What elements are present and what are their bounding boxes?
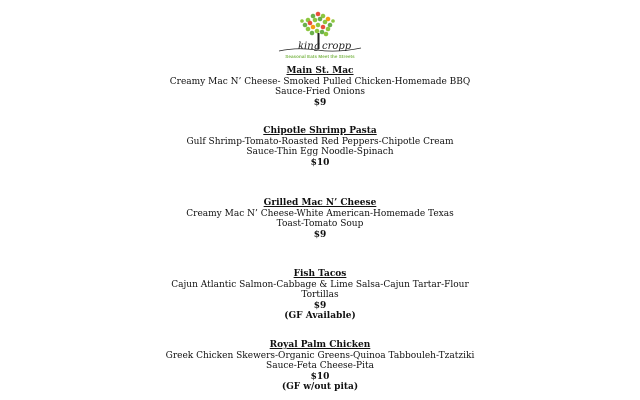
menu-item-price: $9	[313, 97, 327, 108]
menu-item-grilled-mac-n-cheese	[150, 198, 490, 240]
menu-item-royal-palm-chicken	[150, 340, 490, 393]
menu-item-price: $10	[310, 157, 330, 168]
logo-wordmark-right: cropp	[322, 41, 352, 52]
menu-item-description-line: Creamy Mac N’ Cheese- Smoked Pulled Chicken-Homemade BBQ	[169, 76, 471, 87]
menu-item-price: $9	[313, 229, 327, 240]
menu-item-description-line: Cajun Atlantic Salmon-Cabbage & Lime Salsa-Cajun Tartar-Flour	[171, 279, 469, 290]
tree-canopy	[300, 12, 335, 37]
menu-item-title: Main St. Mac	[286, 66, 354, 76]
menu-item-description-line: Sauce-Feta Cheese-Pita	[266, 361, 374, 371]
menu-item-chipotle-shrimp-pasta	[150, 126, 490, 168]
menu-item-note: (GF Available)	[284, 311, 356, 321]
menu-item-description-line: Tortillas	[301, 290, 339, 300]
tagline: Seasonal Eats Meet the Streets	[285, 54, 355, 59]
menu-item-title: Royal Palm Chicken	[269, 340, 371, 350]
menu-item-price: $10	[310, 371, 330, 382]
menu-item-title: Chipotle Shrimp Pasta	[263, 126, 377, 136]
menu-item-description-line: Greek Chicken Skewers-Organic Greens-Quinoa Tabbouleh-Tzatziki	[165, 350, 475, 361]
menu-item-description-line: Toast-Tomato Soup	[276, 219, 364, 229]
menu-item-note: (GF w/out pita)	[281, 382, 359, 392]
menu-item-title: Grilled Mac N’ Cheese	[263, 198, 377, 208]
logo-wordmark-left: king	[298, 41, 321, 52]
menu-item-title: Fish Tacos	[293, 269, 347, 279]
menu-item-main-st-mac	[150, 66, 490, 108]
menu-item-description-line: Gulf Shrimp-Tomato-Roasted Red Peppers-Chipotle Cream	[186, 136, 454, 147]
menu-item-price: $9	[313, 300, 327, 311]
menu-item-description-line: Creamy Mac N’ Cheese-White American-Homemade Texas	[186, 208, 454, 219]
menu-item-description-line: Sauce-Fried Onions	[275, 87, 365, 97]
menu-item-fish-tacos	[150, 269, 490, 322]
menu-item-description-line: Sauce-Thin Egg Noodle-Spinach	[246, 147, 394, 157]
